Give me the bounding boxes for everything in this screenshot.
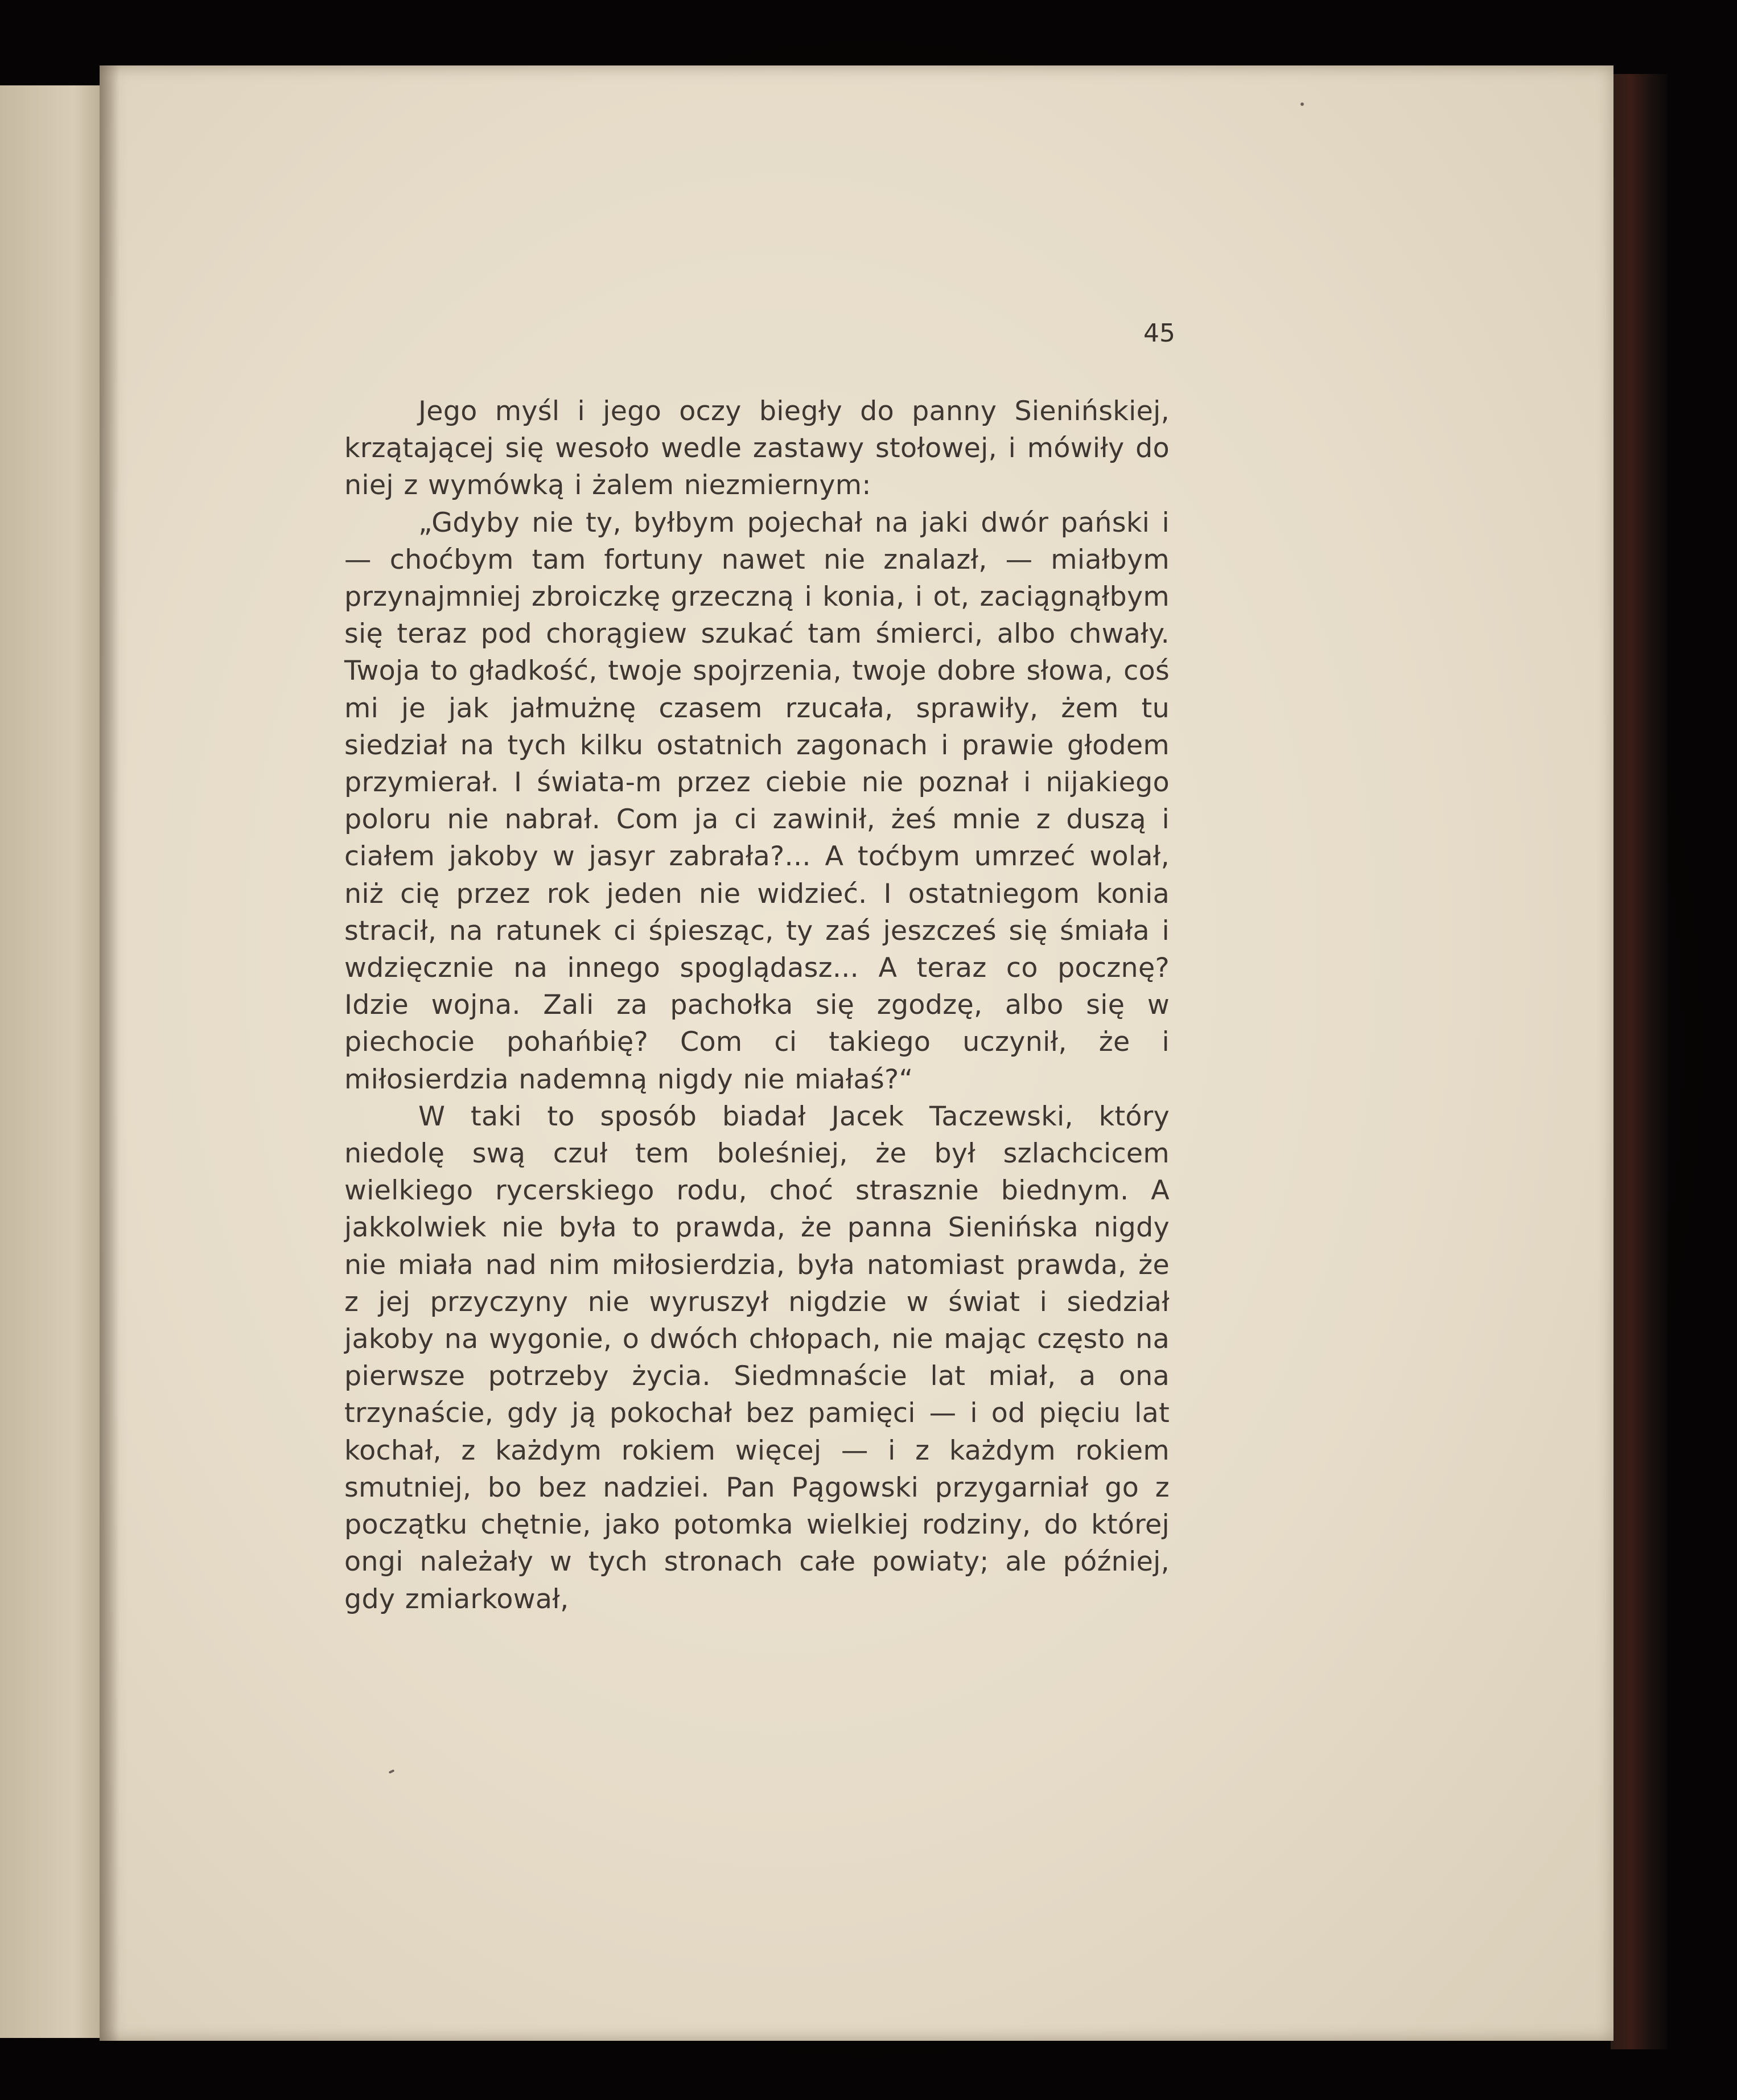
page-gutter-shadow [100, 65, 120, 2041]
body-text [344, 393, 1170, 1618]
previous-page-edge [0, 85, 105, 2038]
book-cover-edge [1611, 74, 1668, 2049]
paragraph: Jego myśl i jego oczy biegły do panny Sienińskiej, krzątającej się wesoło wedle zastawy stołowej, i mówiły do niej z wymówką i żalem niezmiernym: [344, 396, 1170, 502]
paper-speck [1300, 102, 1304, 106]
paragraph: „Gdyby nie ty, byłbym pojechał na jaki dwór pański i — choćbym tam fortuny nawet nie znalazł, — miałbym przynajmniej zbroiczkę grzeczną i konia, i ot, zaciągnąłbym się teraz pod chorągiew szukać tam śmierci, albo chwały. Twoja to gładkość, twoje spojrzenia, twoje dobre słowa, coś mi je jak jałmużnę czasem rzucała, sprawiły, żem tu siedział na tych kilku ostatnich zagonach i prawie głodem przymierał. I świata-m przez ciebie nie poznał i nijakiego poloru nie nabrał. Com ja ci zawinił, żeś mnie z duszą i ciałem jakoby w jasyr zabrała?... A toćbym umrzeć wolał, niż cię przez rok jeden nie widzieć. I ostatniegom konia stracił, na ratunek ci śpiesząc, ty zaś jeszcześ się śmiała i wdzięcznie na innego spoglądasz... A teraz co pocznę? Idzie wojna. Zali za pachołka się zgodzę, albo się w piechocie pohańbię? Com ci takiego uczynił, że i miłosierdzia nademną nigdy nie miałaś?“ [344, 507, 1170, 1095]
page-number: 45 [1143, 319, 1175, 348]
paragraph: W taki to sposób biadał Jacek Taczewski, który niedolę swą czuł tem boleśniej, że był szlachcicem wielkiego rycerskiego rodu, choć strasznie biednym. A jakkolwiek nie była to prawda, że panna Sienińska nigdy nie miała nad nim miłosierdzia, była natomiast prawda, że z jej przyczyny nie wyruszył nigdzie w świat i siedział jakoby na wygonie, o dwóch chłopach, nie mając często na pierwsze potrzeby życia. Siedmnaście lat miał, a ona trzynaście, gdy ją pokochał bez pamięci — i od pięciu lat kochał, z każdym rokiem więcej — i z każdym rokiem smutniej, bo bez nadziei. Pan Pągowski przygarniał go z początku chętnie, jako potomka wielkiej rodziny, do której ongi należały w tych stronach całe powiaty; ale później, gdy zmiarkował, [344, 1100, 1170, 1615]
